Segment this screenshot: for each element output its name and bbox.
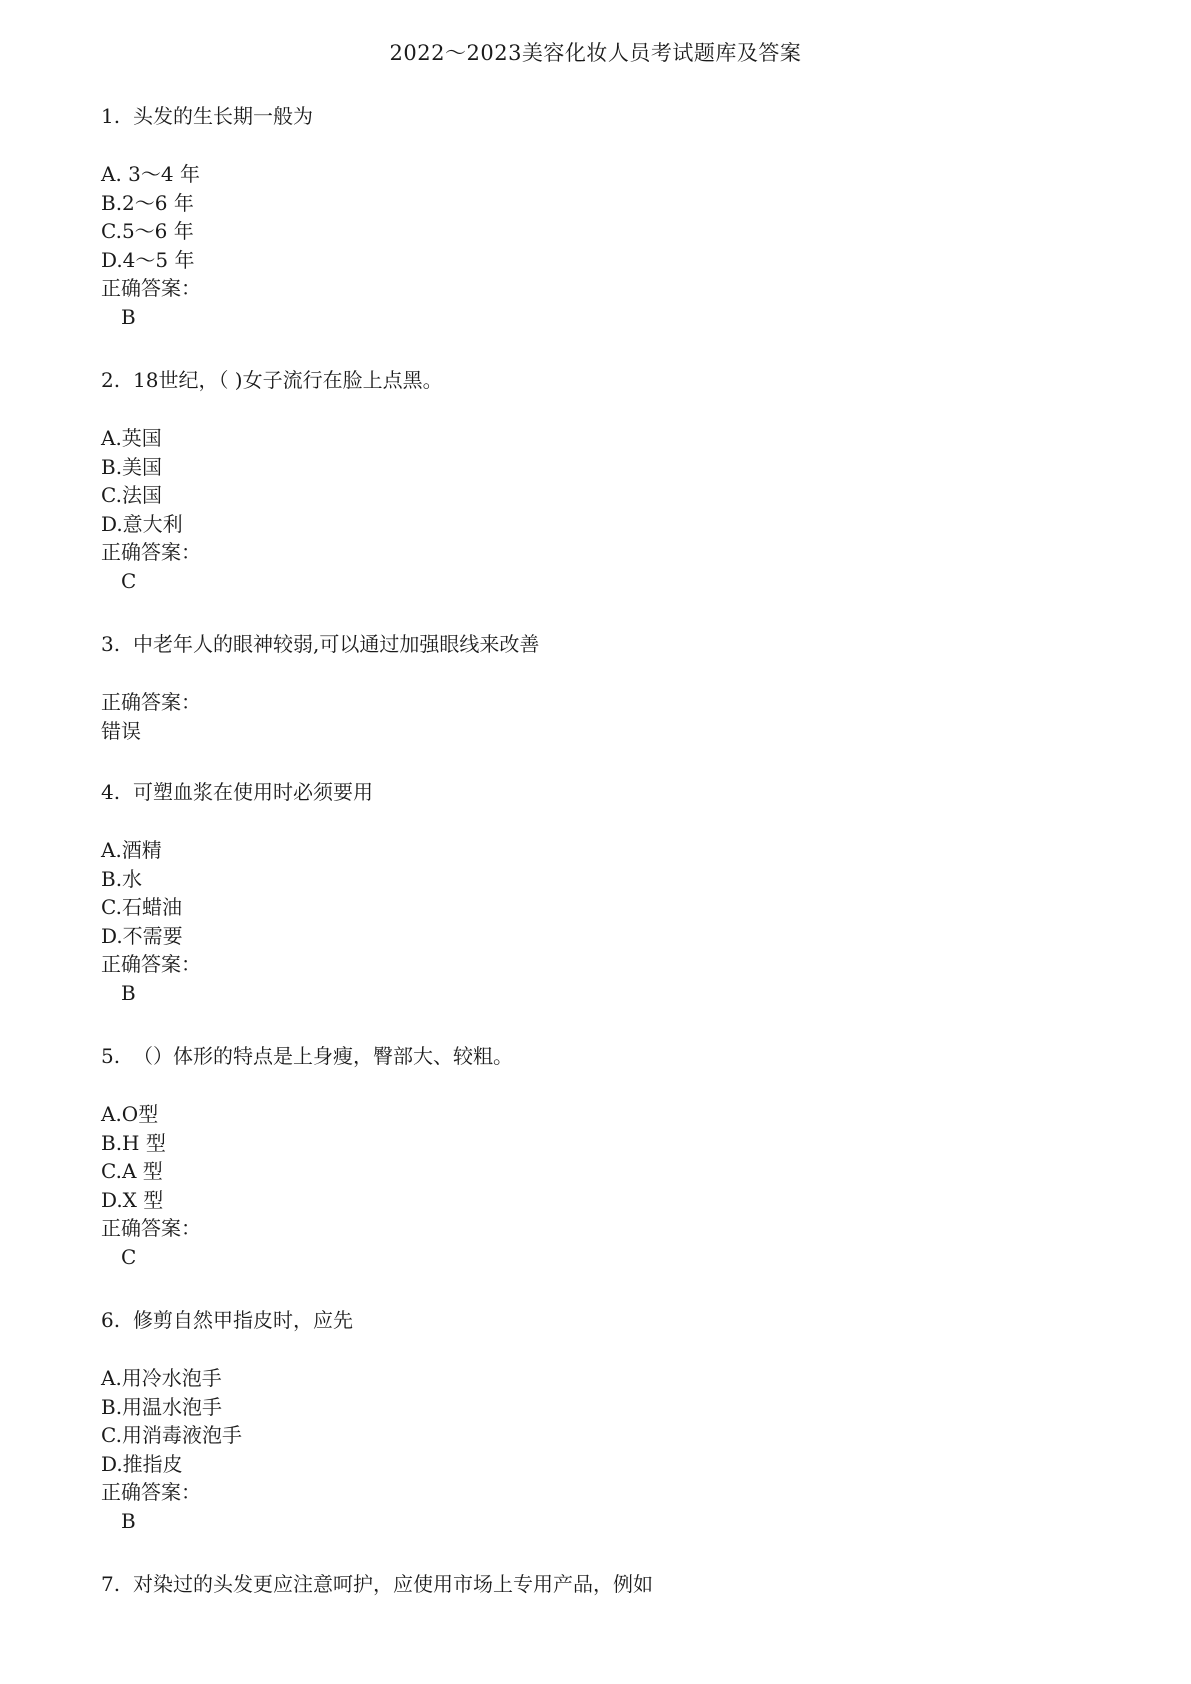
answer-label: 正确答案： [101,1216,201,1241]
question-stem: 中老年人的眼神较弱,可以通过加强眼线来改善 [133,632,540,656]
question-number: 4. [101,780,121,804]
question-1 [101,102,1101,332]
answer-value: C [121,1244,137,1269]
question-stem: 修剪自然甲指皮时，应先 [133,1308,353,1332]
answer-value: B [121,304,136,329]
option-c: C.石蜡油 [101,895,182,920]
answer-value: C [121,568,137,593]
question-stem: 可塑血浆在使用时必须要用 [133,780,373,804]
answer-label: 正确答案： [101,690,201,714]
answer-label: 正确答案： [101,540,201,565]
question-stem: （）体形的特点是上身瘦，臀部大、较粗。 [133,1044,513,1068]
question-text [101,778,1101,806]
document-title: 2022～2023美容化妆人员考试题库及答案 [389,41,802,65]
question-stem: 对染过的头发更应注意呵护，应使用市场上专用产品，例如 [133,1572,653,1596]
option-d: D.X 型 [101,1187,164,1212]
question-3 [101,630,1101,745]
question-text [101,630,1101,658]
option-d: D.推指皮 [101,1451,183,1476]
option-d: D.不需要 [101,923,183,948]
question-number: 2. [101,368,121,392]
question-number: 7. [101,1572,121,1596]
question-text [101,102,1101,130]
option-list [101,836,1101,1008]
question-number: 1. [101,104,121,128]
question-number: 5. [101,1044,121,1068]
option-a: A.酒精 [101,838,162,862]
option-list [101,1364,1101,1536]
answer-block [101,688,1101,745]
option-list [101,424,1101,596]
option-b: B.美国 [101,454,163,479]
option-a: A.英国 [101,426,162,450]
answer-label: 正确答案： [101,276,201,301]
option-d: D.4～5 年 [101,247,195,272]
question-7 [101,1570,1101,1598]
question-text [101,1570,1101,1598]
question-stem: 头发的生长期一般为 [133,104,313,128]
option-c: C.5～6 年 [101,219,194,244]
question-text [101,1306,1101,1334]
question-text [101,1042,1101,1070]
option-c: C.A 型 [101,1159,163,1184]
option-list [101,160,1101,332]
option-a: A.用冷水泡手 [101,1366,222,1390]
question-2 [101,366,1101,596]
answer-value: B [121,1508,136,1533]
answer-label: 正确答案： [101,952,201,977]
question-4 [101,778,1101,1008]
option-list [101,1100,1101,1272]
question-number: 3. [101,632,121,656]
option-b: B.水 [101,866,143,891]
question-text [101,366,1101,394]
option-c: C.法国 [101,483,162,508]
option-a: A. 3～4 年 [101,162,200,186]
question-6 [101,1306,1101,1536]
option-b: B.2～6 年 [101,190,194,215]
option-d: D.意大利 [101,511,183,536]
answer-value: B [121,980,136,1005]
option-c: C.用消毒液泡手 [101,1423,242,1448]
option-b: B.H 型 [101,1130,166,1155]
question-5 [101,1042,1101,1272]
option-b: B.用温水泡手 [101,1394,223,1419]
question-stem: 18世纪，（ )女子流行在脸上点黑。 [133,368,443,392]
answer-value: 错误 [101,718,141,743]
option-a: A.O型 [101,1102,159,1126]
answer-label: 正确答案： [101,1480,201,1505]
question-number: 6. [101,1308,121,1332]
